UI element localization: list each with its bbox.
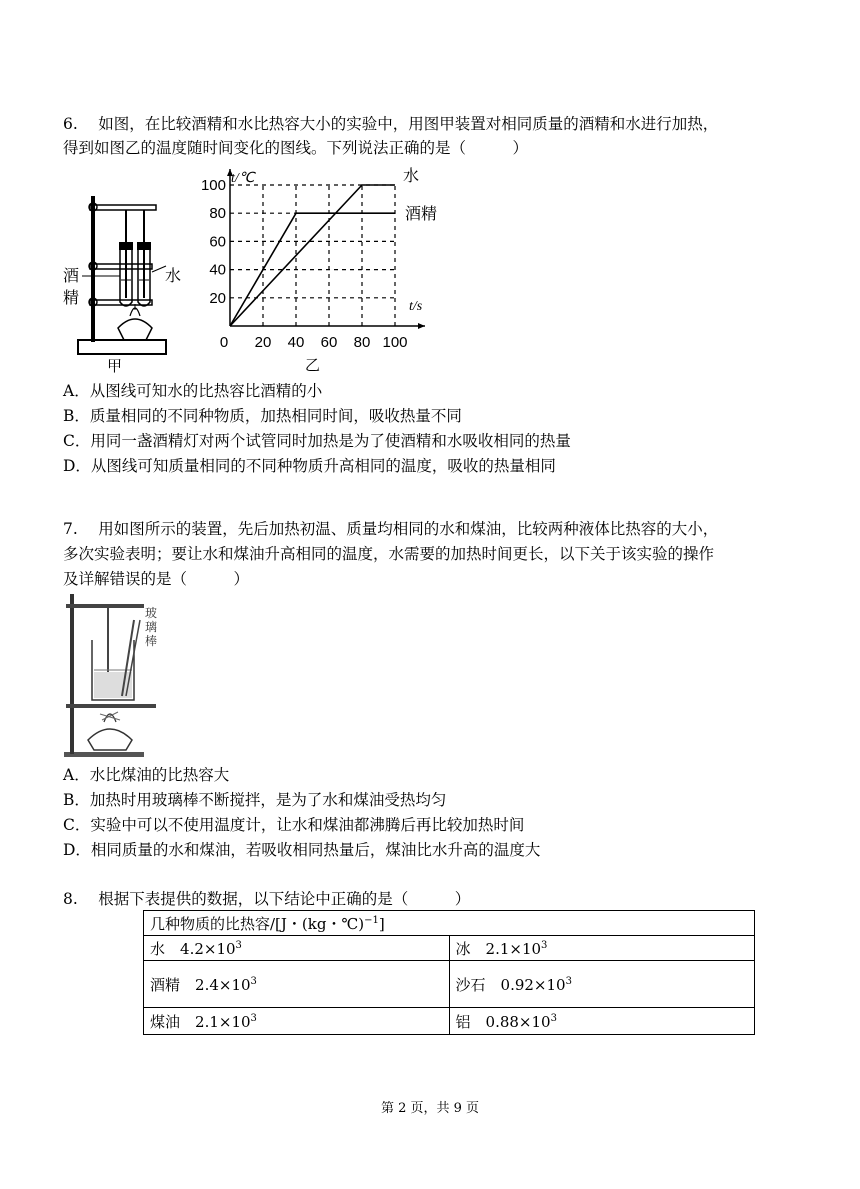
table-row: [144, 936, 755, 961]
q6-option-c: C．用同一盏酒精灯对两个试管同时加热是为了使酒精和水吸收相同的热量: [63, 432, 571, 450]
substance-value: 0.88×10: [485, 1012, 551, 1031]
substance-name: 煤油: [150, 1012, 181, 1031]
x-axis-arrow: [418, 323, 425, 329]
series-line: [230, 185, 395, 326]
q6-stem-line-2: 得到如图乙的温度随时间变化的图线。下列说法正确的是（ ）: [63, 139, 529, 157]
table-cell: [449, 1008, 755, 1035]
substance-exponent: 3: [250, 1012, 257, 1024]
x-tick-label: 100: [382, 334, 408, 351]
table-header-end: ]: [378, 914, 385, 933]
glass-rod-label: 玻璃棒: [145, 606, 158, 648]
table-cell: [144, 1008, 450, 1035]
substance-exponent: 3: [250, 975, 257, 987]
q7-stem-line-2: 多次实验表明；要让水和煤油升高相同的温度，水需要的加热时间更长，以下关于该实验的操作: [63, 545, 715, 563]
y-tick-label: 80: [209, 205, 226, 223]
substance-name: 水: [150, 939, 166, 958]
substance-exponent: 3: [541, 939, 548, 951]
q7-option-d: D．相同质量的水和煤油，若吸收相同热量后，煤油比水升高的温度大: [63, 841, 541, 859]
x-tick-label: 80: [353, 334, 371, 351]
table-cell: [449, 936, 755, 961]
x-tick-label: 60: [320, 334, 338, 351]
q7-figure-apparatus: [60, 592, 180, 760]
table-cell: [144, 936, 450, 961]
table-header-row: [144, 911, 755, 936]
substance-name: 铝: [455, 1012, 471, 1031]
y-tick-label: 20: [209, 289, 226, 307]
q6-stem-line-1: 6. 如图，在比较酒精和水比热容大小的实验中，用图甲装置对相同质量的酒精和水进行加热，: [63, 115, 719, 133]
q7-option-b: B．加热时用玻璃棒不断搅拌，是为了水和煤油受热均匀: [63, 791, 447, 809]
q8-stem-line-1: 8. 根据下表提供的数据，以下结论中正确的是（ ）: [63, 890, 471, 908]
table-row: [144, 1008, 755, 1035]
table-cell: [144, 961, 450, 1008]
label-alcohol-2: 精: [63, 288, 80, 307]
series-label-alcohol: 酒精: [405, 204, 438, 224]
substance-name: 酒精: [150, 975, 181, 994]
y-tick-label: 60: [209, 233, 226, 251]
substance-exponent: 3: [235, 939, 242, 951]
table-header-sup: −1: [364, 914, 379, 926]
table-cell: [449, 961, 755, 1008]
q7-option-c: C．实验中可以不使用温度计，让水和煤油都沸腾后再比较加热时间: [63, 816, 525, 834]
substance-value: 2.1×10: [485, 939, 542, 958]
x-axis-label: t/s: [409, 299, 423, 314]
substance-value: 4.2×10: [180, 939, 236, 958]
q7-stem-line-1: 7. 用如图所示的装置，先后加热初温、质量均相同的水和煤油，比较两种液体比热容的大小，: [63, 520, 719, 538]
substance-value: 2.1×10: [195, 1012, 251, 1031]
substance-exponent: 3: [565, 975, 572, 987]
q6-option-a: A．从图线可知水的比热容比酒精的小: [63, 382, 323, 400]
q6-chart-yi: [190, 160, 450, 380]
substance-value: 0.92×10: [500, 975, 566, 994]
q6-option-d: D．从图线可知质量相同的不同种物质升高相同的温度，吸收的热量相同: [63, 457, 556, 475]
substance-name: 冰: [455, 939, 471, 958]
y-tick-label: 100: [200, 177, 226, 194]
x-tick-label: 40: [287, 334, 305, 351]
origin-label: 0: [219, 334, 229, 351]
table-header-cell: [144, 911, 755, 936]
page-footer: 第 2 页，共 9 页: [380, 1101, 480, 1116]
substance-exponent: 3: [550, 1012, 557, 1024]
caption-jia: 甲: [107, 357, 123, 375]
y-axis-label: t/℃: [231, 171, 255, 186]
q7-option-a: A．水比煤油的比热容大: [63, 766, 230, 784]
substance-name: 沙石: [455, 975, 486, 994]
table-header-text: 几种物质的比热容/[J・(kg・℃): [150, 914, 365, 933]
series-label-water: 水: [403, 166, 420, 185]
q6-option-b: B．质量相同的不同种物质，加热相同时间，吸收热量不同: [63, 407, 462, 425]
label-water: 水: [165, 266, 182, 285]
specific-heat-table: [143, 910, 755, 1035]
label-alcohol-1: 酒: [63, 266, 80, 285]
x-tick-label: 20: [254, 334, 272, 351]
y-tick-label: 40: [209, 261, 226, 279]
chart-caption: 乙: [304, 356, 321, 374]
substance-value: 2.4×10: [195, 975, 251, 994]
q7-stem-line-3: 及详解错误的是（ ）: [63, 570, 250, 588]
table-row: [144, 961, 755, 1008]
